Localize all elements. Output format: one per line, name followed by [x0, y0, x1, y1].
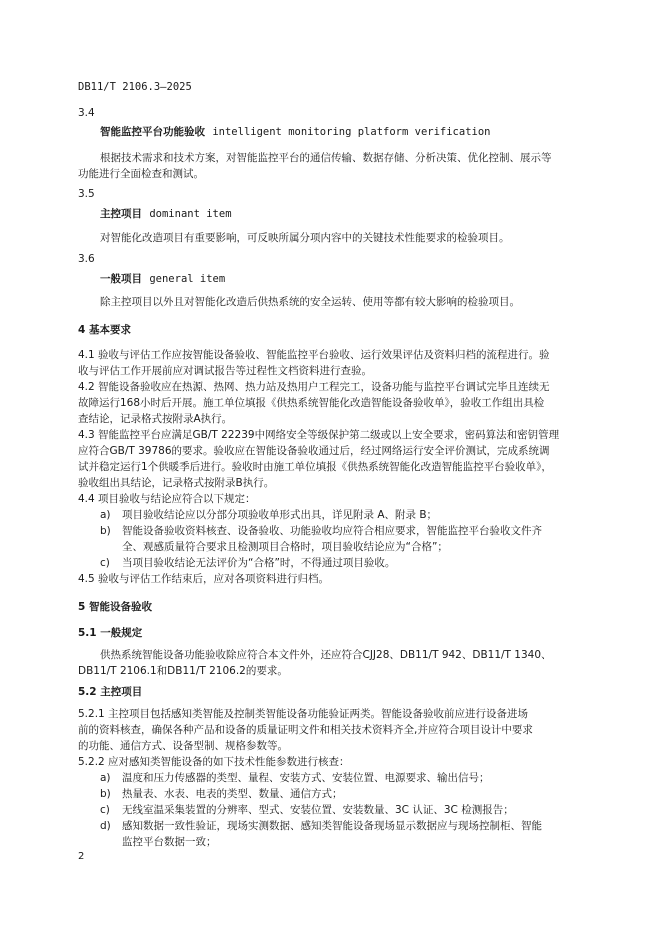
list-text-cont: 全、观感质量符合要求且检测项目合格时，项目验收结论应为“合格”；	[122, 541, 448, 553]
page-number: 2	[78, 851, 85, 862]
paragraph-line: DB11/T 2106.1和DB11/T 2106.2的要求。	[78, 665, 288, 677]
list-marker: d)	[100, 820, 111, 832]
term-title	[100, 206, 232, 223]
term-definition: 除主控项目以外且对智能化改造后供热系统的安全运转、使用等都有较大影响的检验项目。	[100, 296, 520, 308]
standard-code-header: DB11/T 2106.3—2025	[78, 81, 192, 93]
list-text-cont: 监控平台数据一致；	[122, 836, 217, 848]
list-marker: c)	[100, 557, 110, 569]
list-item	[100, 802, 514, 819]
term-title-en: general item	[149, 273, 226, 285]
paragraph-line: 4.2 智能设备验收应在热源、热网、热力站及热用户工程完工，设备功能与监控平台调试完毕且连续无	[78, 381, 550, 393]
paragraph-line: 前的资料核查，确保各种产品和设备的质量证明文件和相关技术资料齐全,并应符合项目设计中要求	[78, 724, 533, 736]
paragraph-line: 验收组出具结论，记录格式按附录B执行。	[78, 477, 275, 489]
term-title-cn: 一般项目	[100, 273, 142, 285]
list-item	[100, 507, 437, 524]
list-marker: b)	[100, 525, 111, 537]
term-title-cn: 智能监控平台功能验收	[100, 126, 205, 138]
list-item	[100, 770, 490, 787]
term-title-en: intelligent monitoring platform verification	[212, 126, 491, 138]
term-definition: 对智能化改造项目有重要影响，可反映所属分项内容中的关键技术性能要求的检验项目。	[100, 232, 510, 244]
paragraph-line: 应符合GB/T 39786的要求。验收应在智能设备验收通过后，经过网络运行安全评价测试，完成系统调	[78, 445, 550, 457]
list-item	[100, 818, 542, 835]
list-text: 项目验收结论应以分部分项验收单形式出具，详见附录 A、附录 B；	[122, 509, 438, 521]
term-number: 3.4	[78, 107, 95, 119]
term-definition-cont: 功能进行全面检查和测试。	[78, 168, 204, 180]
subsection-heading: 5.2 主控项目	[78, 686, 143, 698]
list-marker: c)	[100, 804, 110, 816]
paragraph-line: 4.1 验收与评估工作应按智能设备验收、智能监控平台验收、运行效果评估及资料归档的流程进行。验	[78, 349, 550, 361]
term-number: 3.5	[78, 188, 95, 200]
paragraph-line: 4.3 智能监控平台应满足GB/T 22239中网络安全等级保护第二级或以上安全要求，密码算法和密钥管理	[78, 429, 560, 441]
paragraph-line: 查结论，记录格式按附录A执行。	[78, 413, 233, 425]
list-marker: a)	[100, 509, 111, 521]
subsection-heading: 5.1 一般规定	[78, 627, 143, 639]
paragraph-line: 试并稳定运行1个供暖季后进行。验收时由施工单位填报《供热系统智能化改造智能监控平台验收单》，	[78, 461, 552, 473]
section-heading: 4 基本要求	[78, 324, 131, 336]
term-title-en: dominant item	[149, 208, 232, 220]
term-title-cn: 主控项目	[100, 208, 142, 220]
list-marker: a)	[100, 772, 111, 784]
list-text: 智能设备验收资料核查、设备验收、功能验收均应符合相应要求，智能监控平台验收文件齐	[122, 525, 542, 537]
paragraph-line: 的功能、通信方式、设备型制、规格参数等。	[78, 740, 288, 752]
paragraph-line: 供热系统智能设备功能验收除应符合本文件外，还应符合CJJ28、DB11/T 942、DB11/T 1340、	[100, 649, 552, 661]
paragraph-line: 收与评估工作开展前应对调试报告等过程性文档资料进行查验。	[78, 365, 372, 377]
term-title	[100, 271, 225, 288]
paragraph-line: 故障运行168小时后开展。施工单位填报《供热系统智能化改造智能设备验收单》，验收工作组出具检	[78, 397, 545, 409]
paragraph-line: 5.2.2 应对感知类智能设备的如下技术性能参数进行核查：	[78, 756, 350, 768]
list-text: 当项目验收结论无法评价为“合格”时，不得通过项目验收。	[122, 557, 396, 569]
list-marker: b)	[100, 788, 111, 800]
term-title	[100, 124, 491, 141]
list-text: 温度和压力传感器的类型、量程、安装方式、安装位置、电源要求、输出信号；	[122, 772, 490, 784]
paragraph-line: 4.4 项目验收与结论应符合以下规定：	[78, 493, 256, 505]
list-text: 感知数据一致性验证，现场实测数据、感知类智能设备现场显示数据应与现场控制柜、智能	[122, 820, 542, 832]
list-item	[100, 786, 343, 803]
term-definition: 根据技术需求和技术方案，对智能监控平台的通信传输、数据存储、分析决策、优化控制、展示等	[100, 152, 552, 164]
paragraph-line: 5.2.1 主控项目包括感知类智能及控制类智能设备功能验证两类。智能设备验收前应进行设备进场	[78, 708, 529, 720]
paragraph-line: 4.5 验收与评估工作结束后，应对各项资料进行归档。	[78, 573, 330, 585]
list-item	[100, 523, 542, 540]
list-text: 无线室温采集装置的分辨率、型式、安装位置、安装数量、3C 认证、3C 检测报告；	[122, 804, 514, 816]
section-heading: 5 智能设备验收	[78, 601, 152, 613]
term-number: 3.6	[78, 253, 95, 265]
list-text: 热量表、水表、电表的类型、数量、通信方式；	[122, 788, 343, 800]
list-item	[100, 555, 395, 572]
